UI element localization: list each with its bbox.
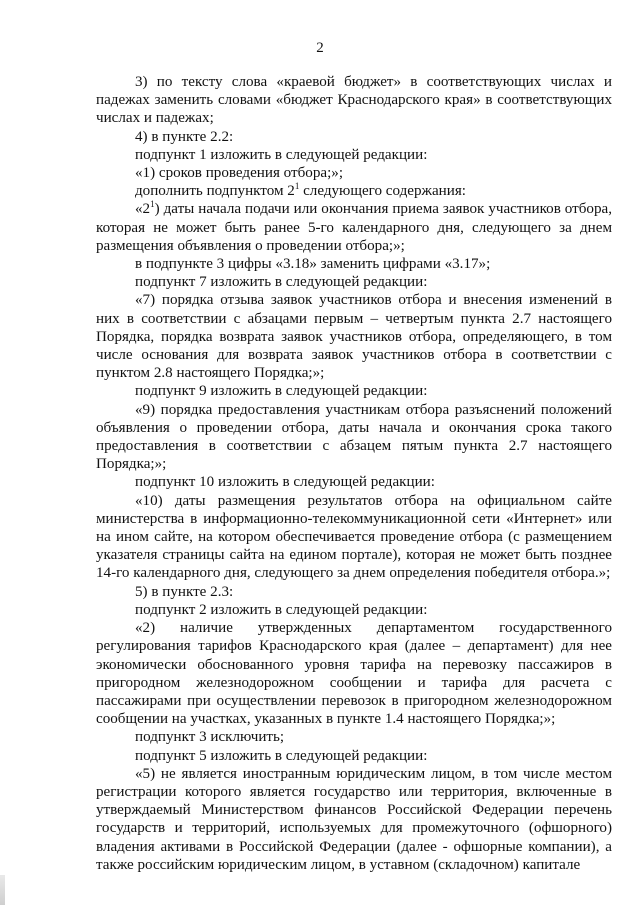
paragraph-subitem-2-text: «2) наличие утвержденных департаментом государственного регулирования тарифов Краснодарского края (далее – департамент) для нее экономически обоснованного уровня тарифа на перевозку пассажиров в пригородном железнодорожном сообщении и тарифа для расчета с пассажирами при осуществлении перевозок в пригородном железнодорожном сообщении на участках, указанных в пункте 1.4 настоящего Порядка;»; (96, 620, 612, 728)
text-before-sup: дополнить подпунктом 2 (135, 183, 295, 200)
paragraph-subitem-10-instruction: подпункт 10 изложить в следующей редакции: (135, 474, 435, 491)
paragraph-subitem-7-text: «7) порядка отзыва заявок участников отбора и внесения изменений в них в соответствии с абзацами первым – четвертым пункта 2.7 настоящего Порядка, порядка возврата заявок участников отбора, определяющего, в том числе основания для возврата заявок участников отбора в соответствии с пунктом 2.8 настоящего Порядка;»; (96, 292, 612, 382)
paragraph-add-subitem-2-1 (96, 182, 612, 200)
superscript: 1 (294, 181, 300, 192)
page-number: 2 (316, 40, 324, 56)
scan-edge-mark (0, 875, 5, 905)
paragraph-subitem-1-instruction: подпункт 1 изложить в следующей редакции: (135, 146, 428, 163)
text-after-sup: следующего содержания: (299, 183, 466, 200)
paragraph-subitem-2-instruction: подпункт 2 изложить в следующей редакции: (135, 601, 428, 618)
paragraph-subitem-2-1-text (96, 200, 612, 255)
paragraph-subitem-5-text: «5) не является иностранным юридическим лицом, в том числе местом регистрации которого является государство или территория, включенные в утверждаемый Министерством финансов Российской Федерации перечень государств и территорий, используемых для промежуточного (офшорного) владения активами в Российской Федерации (далее - офшорные компании), а также российским юридическим лицом, в уставном (складочном) капитале (96, 765, 612, 873)
paragraph-subitem-7-instruction: подпункт 7 изложить в следующей редакции: (135, 274, 428, 291)
text-after-sup: ) даты начала подачи или окончания приема заявок участников отбора, которая не может быть ранее 5-го календарного дня, следующего за днем размещения объявления о проведении отбора;»; (96, 201, 612, 254)
superscript: 1 (150, 199, 155, 210)
paragraph-subitem-3-exclude: подпункт 3 исключить; (135, 729, 285, 746)
paragraph-subitem-1-text: «1) сроков проведения отбора;»; (135, 165, 344, 182)
paragraph-subitem-5-instruction: подпункт 5 изложить в следующей редакции: (135, 747, 428, 764)
document-body (96, 73, 612, 874)
paragraph-item-4-heading: 4) в пункте 2.2: (135, 128, 234, 145)
text-before-sup: «2 (135, 201, 151, 218)
paragraph-subitem-9-instruction: подпункт 9 изложить в следующей редакции: (135, 383, 428, 400)
paragraph-subitem-3-replace: в подпункте 3 цифры «3.18» заменить цифрами «3.17»; (135, 256, 491, 273)
paragraph-item-3: 3) по тексту слова «краевой бюджет» в соответствующих числах и падежах заменить словами «бюджет Краснодарского края» в соответствующих числах и падежах; (96, 74, 612, 127)
paragraph-item-5-heading: 5) в пункте 2.3: (135, 583, 234, 600)
paragraph-subitem-9-text: «9) порядка предоставления участникам отбора разъяснений положений объявления о проведении отбора, даты начала и окончания срока такого предоставления в соответствии с абзацем пятым пункта 2.7 настоящего Порядка;»; (96, 401, 612, 473)
paragraph-subitem-10-text: «10) даты размещения результатов отбора на официальном сайте министерства в информационно-телекоммуникационной сети «Интернет» или на ином сайте, на котором обеспечивается проведение отбора (с размещением указателя страницы сайта на едином портале), которая не может быть позднее 14-го календарного дня, следующего за днем определения победителя отбора.»; (96, 492, 612, 582)
